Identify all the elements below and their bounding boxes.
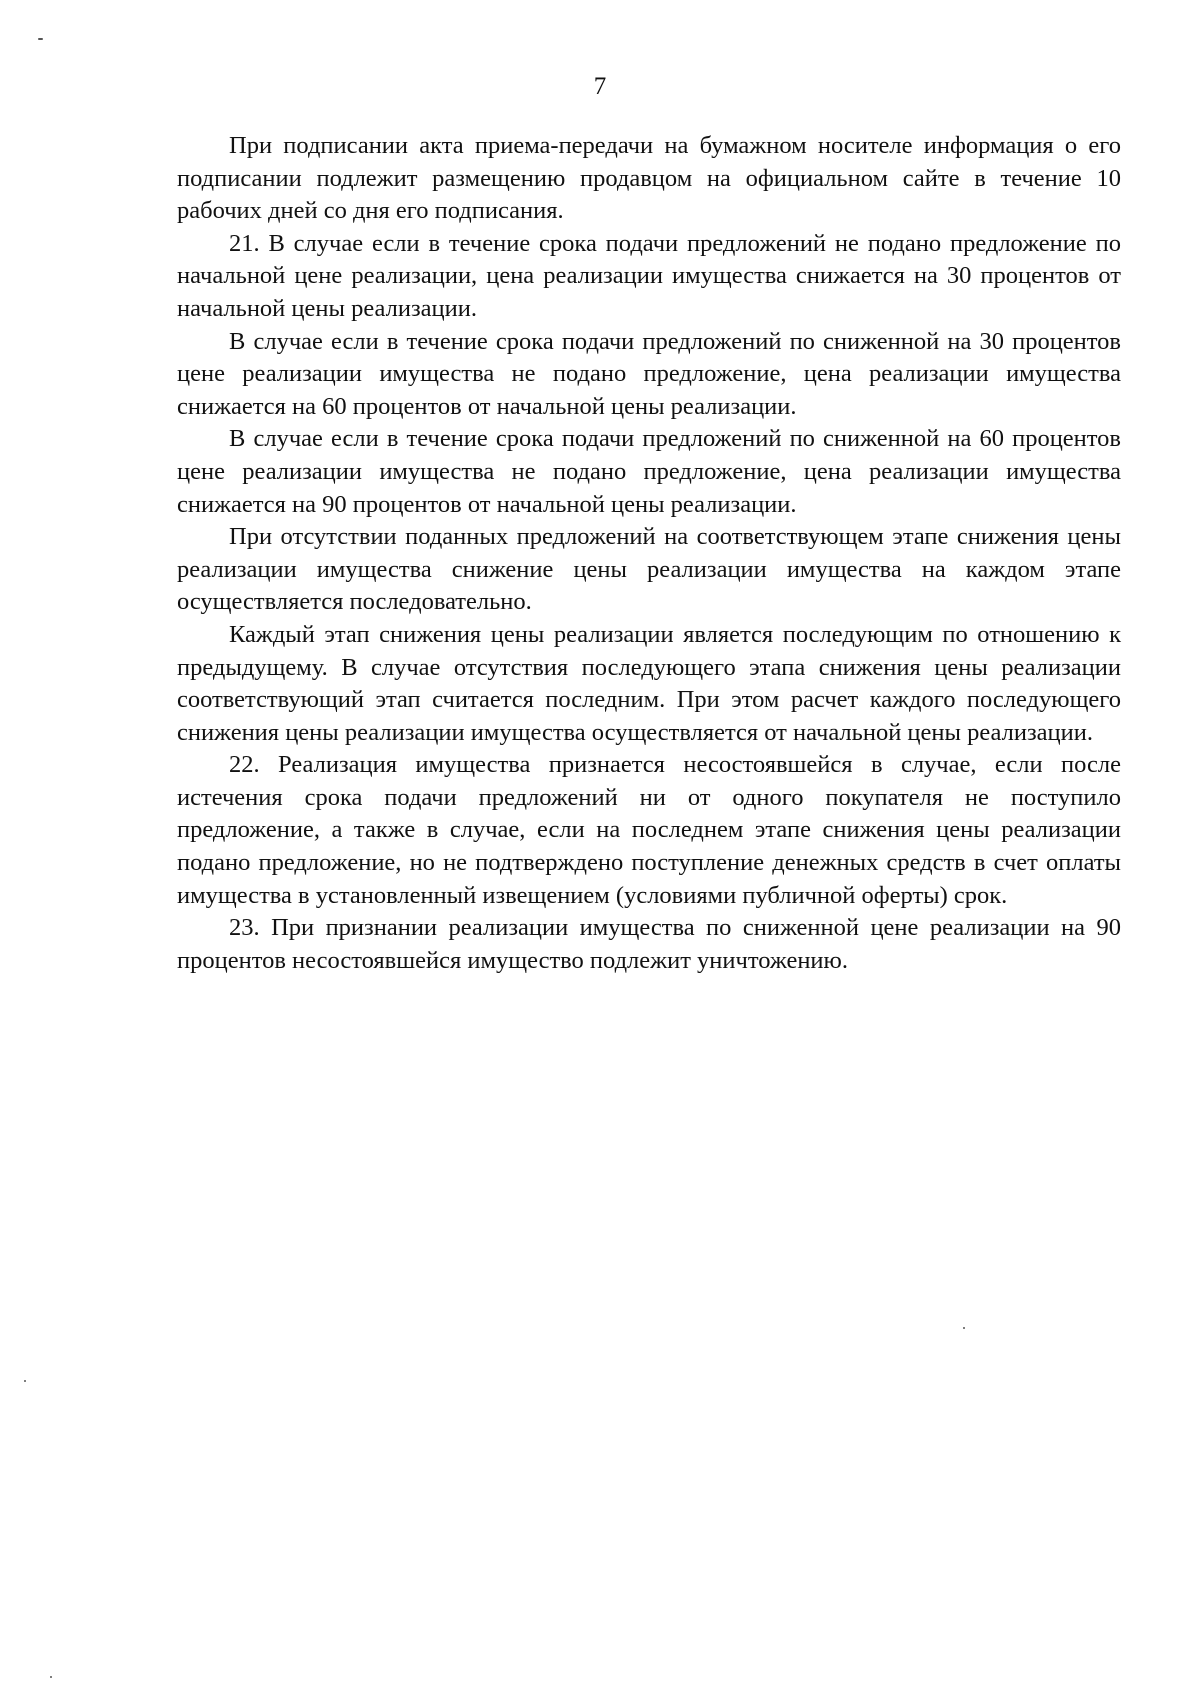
- paragraph-reduction-90: В случае если в течение срока подачи предложений по сниженной на 60 процентов цене реализации имущества не подано предложение, цена реализации имущества снижается на 90 процентов от начальной цены реализации.: [177, 425, 1121, 518]
- scan-mark: [50, 1676, 52, 1678]
- paragraph-clause-21: 21. В случае если в течение срока подачи предложений не подано предложение по начальной цене реализации, цена реализации имущества снижается на 30 процентов от начальной цены реализации.: [177, 229, 1121, 322]
- page-number: 7: [593, 73, 607, 100]
- paragraph-clause-23: 23. При признании реализации имущества по сниженной цене реализации на 90 процентов несостоявшейся имущество подлежит уничтожению.: [177, 914, 1121, 974]
- paragraph-sequential-reduction: При отсутствии поданных предложений на соответствующем этапе снижения цены реализации имущества снижение цены реализации имущества на каждом этапе осуществляется последовательно.: [177, 523, 1121, 616]
- paragraph-reduction-60: В случае если в течение срока подачи предложений по сниженной на 30 процентов цене реализации имущества не подано предложение, цена реализации имущества снижается на 60 процентов от начальной цены реализации.: [177, 327, 1121, 420]
- paragraph-signing-act: При подписании акта приема-передачи на бумажном носителе информация о его подписании подлежит размещению продавцом на официальном сайте в течение 10 рабочих дней со дня его подписания.: [177, 132, 1121, 225]
- scan-mark: [24, 1380, 26, 1382]
- document-body: [177, 130, 1121, 977]
- paragraph-reduction-stages: Каждый этап снижения цены реализации является последующим по отношению к предыдущему. В случае отсутствия последующего этапа снижения цены реализации соответствующий этап считается последним. При этом расчет каждого последующего снижения цены реализации имущества осуществляется от начальной цены реализации.: [177, 620, 1121, 746]
- scan-mark: [963, 1327, 965, 1329]
- paragraph-clause-22: 22. Реализация имущества признается несостоявшейся в случае, если после истечения срока подачи предложений ни от одного покупателя не поступило предложение, а также в случае, если на последнем этапе снижения цены реализации подано предложение, но не подтверждено поступление денежных средств в счет оплаты имущества в установленный извещением (условиями публичной оферты) срок.: [177, 751, 1121, 909]
- scan-mark: [38, 38, 43, 40]
